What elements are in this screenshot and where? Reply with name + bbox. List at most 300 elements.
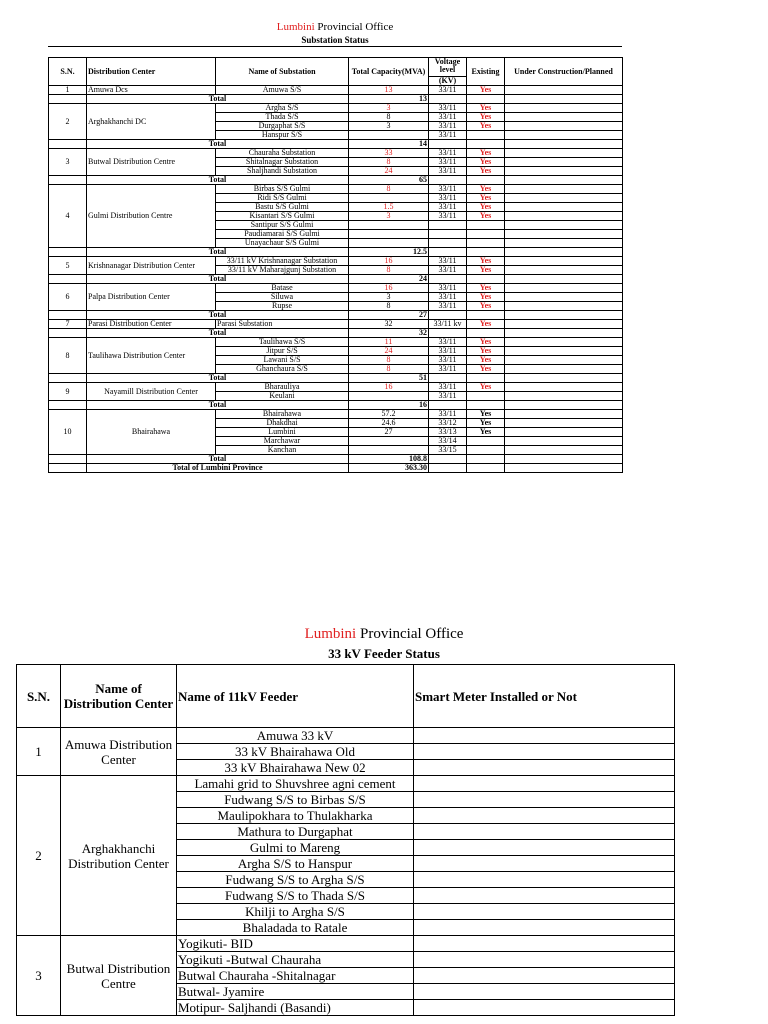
substation-row <box>49 410 623 419</box>
distribution-center-cell: Taulihawa Distribution Center <box>87 338 216 374</box>
capacity-cell: 3 <box>349 293 429 302</box>
total-empty <box>505 95 623 104</box>
substation-name-cell: Rupse <box>216 302 349 311</box>
existing-cell: Yes <box>467 320 505 329</box>
grand-total-row <box>49 464 623 473</box>
voltage-cell: 33/11 <box>429 365 467 374</box>
planned-cell <box>505 365 623 374</box>
total-label: Total <box>87 140 349 149</box>
total-empty <box>467 455 505 464</box>
substation-name-cell: Dhakdhai <box>216 419 349 428</box>
substation-name-cell: Chauraha Substation <box>216 149 349 158</box>
voltage-cell: 33/11 <box>429 167 467 176</box>
total-spacer <box>49 248 87 257</box>
existing-cell: Yes <box>467 203 505 212</box>
substation-name-cell: Bhairahawa <box>216 410 349 419</box>
total-label: Total <box>87 95 349 104</box>
planned-cell <box>505 266 623 275</box>
voltage-cell: 33/15 <box>429 446 467 455</box>
voltage-cell: 33/11 <box>429 257 467 266</box>
total-label: Total <box>87 329 349 338</box>
feeder-row <box>17 936 675 952</box>
distribution-center-cell: Arghakhanchi Distribution Center <box>61 776 177 936</box>
total-empty <box>429 401 467 410</box>
existing-cell: Yes <box>467 185 505 194</box>
total-empty <box>467 311 505 320</box>
total-empty <box>467 95 505 104</box>
total-row <box>49 140 623 149</box>
existing-cell: Yes <box>467 257 505 266</box>
existing-cell <box>467 221 505 230</box>
total-empty <box>467 401 505 410</box>
total-row <box>49 455 623 464</box>
total-row <box>49 176 623 185</box>
total-value: 51 <box>349 374 429 383</box>
existing-cell: Yes <box>467 284 505 293</box>
substation-row <box>49 257 623 266</box>
feeder-name-cell: Gulmi to Mareng <box>177 840 414 856</box>
smart-meter-cell <box>414 808 675 824</box>
total-empty <box>505 464 623 473</box>
capacity-cell: 16 <box>349 257 429 266</box>
title-rule <box>48 46 622 47</box>
planned-cell <box>505 131 623 140</box>
feeder-row <box>17 728 675 744</box>
capacity-cell: 16 <box>349 284 429 293</box>
existing-cell: Yes <box>467 419 505 428</box>
total-empty <box>505 140 623 149</box>
title-red-word: Lumbini <box>304 626 357 642</box>
substation-name-cell: 33/11 kV Maharajgunj Substation <box>216 266 349 275</box>
header-kv-unit: (KV) <box>429 77 467 86</box>
planned-cell <box>505 113 623 122</box>
voltage-cell: 33/11 <box>429 212 467 221</box>
existing-cell: Yes <box>467 383 505 392</box>
sn-cell: 1 <box>17 728 61 776</box>
smart-meter-cell <box>414 984 675 1000</box>
existing-cell: Yes <box>467 293 505 302</box>
capacity-cell: 13 <box>349 86 429 95</box>
total-spacer <box>49 95 87 104</box>
total-empty <box>429 176 467 185</box>
existing-cell: Yes <box>467 113 505 122</box>
existing-cell <box>467 446 505 455</box>
substation-name-cell: Taulihawa S/S <box>216 338 349 347</box>
substation-status-table <box>48 57 623 473</box>
voltage-cell: 33/12 <box>429 419 467 428</box>
sn-cell: 3 <box>17 936 61 1016</box>
distribution-center-cell: Nayamill Distribution Center <box>87 383 216 401</box>
feeder-name-cell: Butwal- Jyamire <box>177 984 414 1000</box>
substation-name-cell: Birbas S/S Gulmi <box>216 185 349 194</box>
total-label: Total <box>87 275 349 284</box>
total-empty <box>505 374 623 383</box>
feeder-name-cell: Khilji to Argha S/S <box>177 904 414 920</box>
voltage-cell: 33/11 <box>429 203 467 212</box>
planned-cell <box>505 428 623 437</box>
existing-cell <box>467 239 505 248</box>
total-empty <box>467 140 505 149</box>
total-value: 27 <box>349 311 429 320</box>
total-label: Total <box>87 311 349 320</box>
voltage-cell: 33/13 <box>429 428 467 437</box>
existing-cell <box>467 230 505 239</box>
smart-meter-cell <box>414 776 675 792</box>
capacity-cell: 1.5 <box>349 203 429 212</box>
total-value: 32 <box>349 329 429 338</box>
substation-name-cell: Parasi Substation <box>216 320 349 329</box>
substation-name-cell: Kisantari S/S Gulmi <box>216 212 349 221</box>
planned-cell <box>505 392 623 401</box>
smart-meter-cell <box>414 904 675 920</box>
total-empty <box>429 329 467 338</box>
existing-cell: Yes <box>467 149 505 158</box>
title-rest: Provincial Office <box>356 626 464 642</box>
total-spacer <box>49 176 87 185</box>
total-empty <box>467 464 505 473</box>
substation-header-row <box>49 58 623 77</box>
smart-meter-cell <box>414 760 675 776</box>
existing-cell: Yes <box>467 86 505 95</box>
total-label: Total <box>87 455 349 464</box>
planned-cell <box>505 122 623 131</box>
total-empty <box>505 311 623 320</box>
sn-cell: 10 <box>49 410 87 455</box>
total-label: Total <box>87 176 349 185</box>
total-row <box>49 329 623 338</box>
existing-cell: Yes <box>467 410 505 419</box>
planned-cell <box>505 419 623 428</box>
capacity-cell: 24 <box>349 347 429 356</box>
total-empty <box>429 464 467 473</box>
planned-cell <box>505 383 623 392</box>
smart-meter-cell <box>414 824 675 840</box>
existing-cell <box>467 392 505 401</box>
planned-cell <box>505 86 623 95</box>
feeder-name-cell: Fudwang S/S to Argha S/S <box>177 872 414 888</box>
capacity-cell: 8 <box>349 185 429 194</box>
planned-cell <box>505 347 623 356</box>
smart-meter-cell <box>414 728 675 744</box>
capacity-cell: 8 <box>349 356 429 365</box>
total-empty <box>429 140 467 149</box>
feeder-name-cell: 33 kV Bhairahawa New 02 <box>177 760 414 776</box>
substation-name-cell: Durgaphat S/S <box>216 122 349 131</box>
total-row <box>49 275 623 284</box>
capacity-cell: 11 <box>349 338 429 347</box>
header-sn: S.N. <box>49 58 87 86</box>
capacity-cell <box>349 194 429 203</box>
voltage-cell: 33/11 <box>429 122 467 131</box>
total-spacer <box>49 329 87 338</box>
capacity-cell: 3 <box>349 122 429 131</box>
feeder-name-cell: 33 kV Bhairahawa Old <box>177 744 414 760</box>
total-empty <box>429 275 467 284</box>
smart-meter-cell <box>414 856 675 872</box>
existing-cell: Yes <box>467 212 505 221</box>
planned-cell <box>505 302 623 311</box>
distribution-center-cell: Butwal Distribution Centre <box>87 149 216 176</box>
substation-name-cell: Ghanchaura S/S <box>216 365 349 374</box>
substation-name-cell: Siluwa <box>216 293 349 302</box>
voltage-cell: 33/11 <box>429 338 467 347</box>
header-smart-meter: Smart Meter Installed or Not <box>414 665 675 728</box>
total-value: 108.8 <box>349 455 429 464</box>
existing-cell: Yes <box>467 428 505 437</box>
capacity-cell: 33 <box>349 149 429 158</box>
capacity-cell <box>349 221 429 230</box>
capacity-cell: 24.6 <box>349 419 429 428</box>
planned-cell <box>505 257 623 266</box>
capacity-cell: 8 <box>349 266 429 275</box>
total-value: 24 <box>349 275 429 284</box>
voltage-cell <box>429 221 467 230</box>
planned-cell <box>505 410 623 419</box>
existing-cell <box>467 437 505 446</box>
total-label: Total <box>87 401 349 410</box>
grand-total-value: 363.30 <box>349 464 429 473</box>
voltage-cell <box>429 239 467 248</box>
voltage-cell: 33/11 <box>429 113 467 122</box>
header-total-capacity: Total Capacity(MVA) <box>349 58 429 86</box>
total-row <box>49 95 623 104</box>
existing-cell: Yes <box>467 356 505 365</box>
capacity-cell: 8 <box>349 158 429 167</box>
feeder-subtitle: 33 kV Feeder Status <box>328 646 440 661</box>
distribution-center-cell: Bhairahawa <box>87 410 216 455</box>
capacity-cell <box>349 131 429 140</box>
planned-cell <box>505 104 623 113</box>
existing-cell: Yes <box>467 266 505 275</box>
feeder-title <box>0 626 768 643</box>
total-value: 65 <box>349 176 429 185</box>
smart-meter-cell <box>414 792 675 808</box>
planned-cell <box>505 194 623 203</box>
title-red-word: Lumbini <box>276 21 315 33</box>
smart-meter-cell <box>414 952 675 968</box>
distribution-center-cell: Butwal Distribution Centre <box>61 936 177 1016</box>
existing-cell: Yes <box>467 122 505 131</box>
header-existing: Existing <box>467 58 505 86</box>
distribution-center-cell: Palpa Distribution Center <box>87 284 216 311</box>
total-spacer <box>49 275 87 284</box>
voltage-cell: 33/11 <box>429 293 467 302</box>
grand-total-label: Total of Lumbini Province <box>87 464 349 473</box>
substation-row <box>49 104 623 113</box>
total-empty <box>429 248 467 257</box>
total-label: Total <box>87 248 349 257</box>
voltage-cell: 33/11 <box>429 392 467 401</box>
substation-row <box>49 338 623 347</box>
voltage-cell: 33/11 kv <box>429 320 467 329</box>
voltage-cell: 33/11 <box>429 131 467 140</box>
voltage-cell: 33/11 <box>429 302 467 311</box>
planned-cell <box>505 203 623 212</box>
substation-title <box>48 21 622 34</box>
planned-cell <box>505 221 623 230</box>
substation-name-cell: Shitalnagar Substation <box>216 158 349 167</box>
substation-name-cell: Keulani <box>216 392 349 401</box>
capacity-cell: 16 <box>349 383 429 392</box>
smart-meter-cell <box>414 888 675 904</box>
substation-row <box>49 320 623 329</box>
total-empty <box>505 329 623 338</box>
sn-cell: 6 <box>49 284 87 311</box>
substation-name-cell: 33/11 kV Krishnanagar Substation <box>216 257 349 266</box>
substation-name-cell: Ridi S/S Gulmi <box>216 194 349 203</box>
total-row <box>49 311 623 320</box>
substation-subtitle: Substation Status <box>301 35 369 45</box>
total-empty <box>429 95 467 104</box>
sn-cell: 2 <box>17 776 61 936</box>
capacity-cell <box>349 392 429 401</box>
existing-cell <box>467 131 505 140</box>
distribution-center-cell: Parasi Distribution Center <box>87 320 216 329</box>
voltage-cell: 33/11 <box>429 356 467 365</box>
smart-meter-cell <box>414 936 675 952</box>
total-empty <box>429 311 467 320</box>
voltage-cell <box>429 230 467 239</box>
total-value: 12.5 <box>349 248 429 257</box>
voltage-cell: 33/11 <box>429 194 467 203</box>
total-spacer <box>49 455 87 464</box>
planned-cell <box>505 284 623 293</box>
capacity-cell: 3 <box>349 104 429 113</box>
capacity-cell: 3 <box>349 212 429 221</box>
total-spacer <box>49 374 87 383</box>
feeder-name-cell: Bhaladada to Ratale <box>177 920 414 936</box>
substation-name-cell: Lawani S/S <box>216 356 349 365</box>
sn-cell: 7 <box>49 320 87 329</box>
total-spacer <box>49 401 87 410</box>
substation-name-cell: Lumbini <box>216 428 349 437</box>
total-value: 14 <box>349 140 429 149</box>
voltage-cell: 33/11 <box>429 383 467 392</box>
smart-meter-cell <box>414 840 675 856</box>
feeder-name-cell: Amuwa 33 kV <box>177 728 414 744</box>
substation-name-cell: Unayachaur S/S Gulmi <box>216 239 349 248</box>
smart-meter-cell <box>414 920 675 936</box>
header-distribution-center: Distribution Center <box>87 58 216 86</box>
header-sn: S.N. <box>17 665 61 728</box>
planned-cell <box>505 293 623 302</box>
header-voltage-level: Voltage level <box>429 58 467 77</box>
total-empty <box>505 176 623 185</box>
sn-cell: 3 <box>49 149 87 176</box>
substation-name-cell: Marchawar <box>216 437 349 446</box>
smart-meter-cell <box>414 1000 675 1016</box>
header-distribution-center: Name of Distribution Center <box>61 665 177 728</box>
feeder-name-cell: Yogikuti- BID <box>177 936 414 952</box>
existing-cell: Yes <box>467 365 505 374</box>
planned-cell <box>505 167 623 176</box>
substation-name-cell: Batase <box>216 284 349 293</box>
distribution-center-cell: Arghakhanchi DC <box>87 104 216 140</box>
substation-name-cell: Santipur S/S Gulmi <box>216 221 349 230</box>
voltage-cell: 33/11 <box>429 86 467 95</box>
substation-row <box>49 284 623 293</box>
capacity-cell <box>349 437 429 446</box>
sn-cell: 4 <box>49 185 87 248</box>
existing-cell: Yes <box>467 338 505 347</box>
total-empty <box>429 374 467 383</box>
planned-cell <box>505 446 623 455</box>
voltage-cell: 33/11 <box>429 149 467 158</box>
total-spacer <box>49 311 87 320</box>
voltage-cell: 33/11 <box>429 185 467 194</box>
capacity-cell: 57.2 <box>349 410 429 419</box>
existing-cell: Yes <box>467 158 505 167</box>
substation-row <box>49 149 623 158</box>
feeder-row <box>17 776 675 792</box>
feeder-header-row <box>17 665 675 728</box>
total-label: Total <box>87 374 349 383</box>
planned-cell <box>505 320 623 329</box>
total-empty <box>429 455 467 464</box>
feeder-name-cell: Lamahi grid to Shuvshree agni cement <box>177 776 414 792</box>
sn-cell: 8 <box>49 338 87 374</box>
substation-name-cell: Shaljhandi Substation <box>216 167 349 176</box>
substation-name-cell: Amuwa S/S <box>216 86 349 95</box>
sn-cell: 1 <box>49 86 87 95</box>
total-empty <box>505 455 623 464</box>
capacity-cell: 8 <box>349 113 429 122</box>
feeder-name-cell: Butwal Chauraha -Shitalnagar <box>177 968 414 984</box>
capacity-cell <box>349 230 429 239</box>
planned-cell <box>505 230 623 239</box>
substation-name-cell: Kanchan <box>216 446 349 455</box>
planned-cell <box>505 338 623 347</box>
substation-row <box>49 185 623 194</box>
total-value: 16 <box>349 401 429 410</box>
total-empty <box>467 329 505 338</box>
feeder-name-cell: Fudwang S/S to Thada S/S <box>177 888 414 904</box>
total-row <box>49 248 623 257</box>
total-value: 13 <box>349 95 429 104</box>
sn-cell: 9 <box>49 383 87 401</box>
feeder-name-cell: Yogikuti -Butwal Chauraha <box>177 952 414 968</box>
substation-name-cell: Hanspur S/S <box>216 131 349 140</box>
planned-cell <box>505 437 623 446</box>
substation-name-cell: Thada S/S <box>216 113 349 122</box>
capacity-cell: 27 <box>349 428 429 437</box>
voltage-cell: 33/14 <box>429 437 467 446</box>
total-spacer <box>49 464 87 473</box>
substation-row <box>49 86 623 95</box>
existing-cell: Yes <box>467 194 505 203</box>
planned-cell <box>505 239 623 248</box>
existing-cell: Yes <box>467 302 505 311</box>
substation-name-cell: Paudiamarai S/S Gulmi <box>216 230 349 239</box>
total-spacer <box>49 140 87 149</box>
capacity-cell: 8 <box>349 302 429 311</box>
planned-cell <box>505 356 623 365</box>
planned-cell <box>505 149 623 158</box>
capacity-cell <box>349 446 429 455</box>
distribution-center-cell: Amuwa Distribution Center <box>61 728 177 776</box>
total-empty <box>467 176 505 185</box>
total-empty <box>505 248 623 257</box>
feeder-name-cell: Argha S/S to Hanspur <box>177 856 414 872</box>
existing-cell: Yes <box>467 347 505 356</box>
distribution-center-cell: Gulmi Distribution Centre <box>87 185 216 248</box>
substation-name-cell: Argha S/S <box>216 104 349 113</box>
total-row <box>49 374 623 383</box>
smart-meter-cell <box>414 872 675 888</box>
voltage-cell: 33/11 <box>429 158 467 167</box>
feeder-status-table <box>16 664 675 1016</box>
smart-meter-cell <box>414 744 675 760</box>
